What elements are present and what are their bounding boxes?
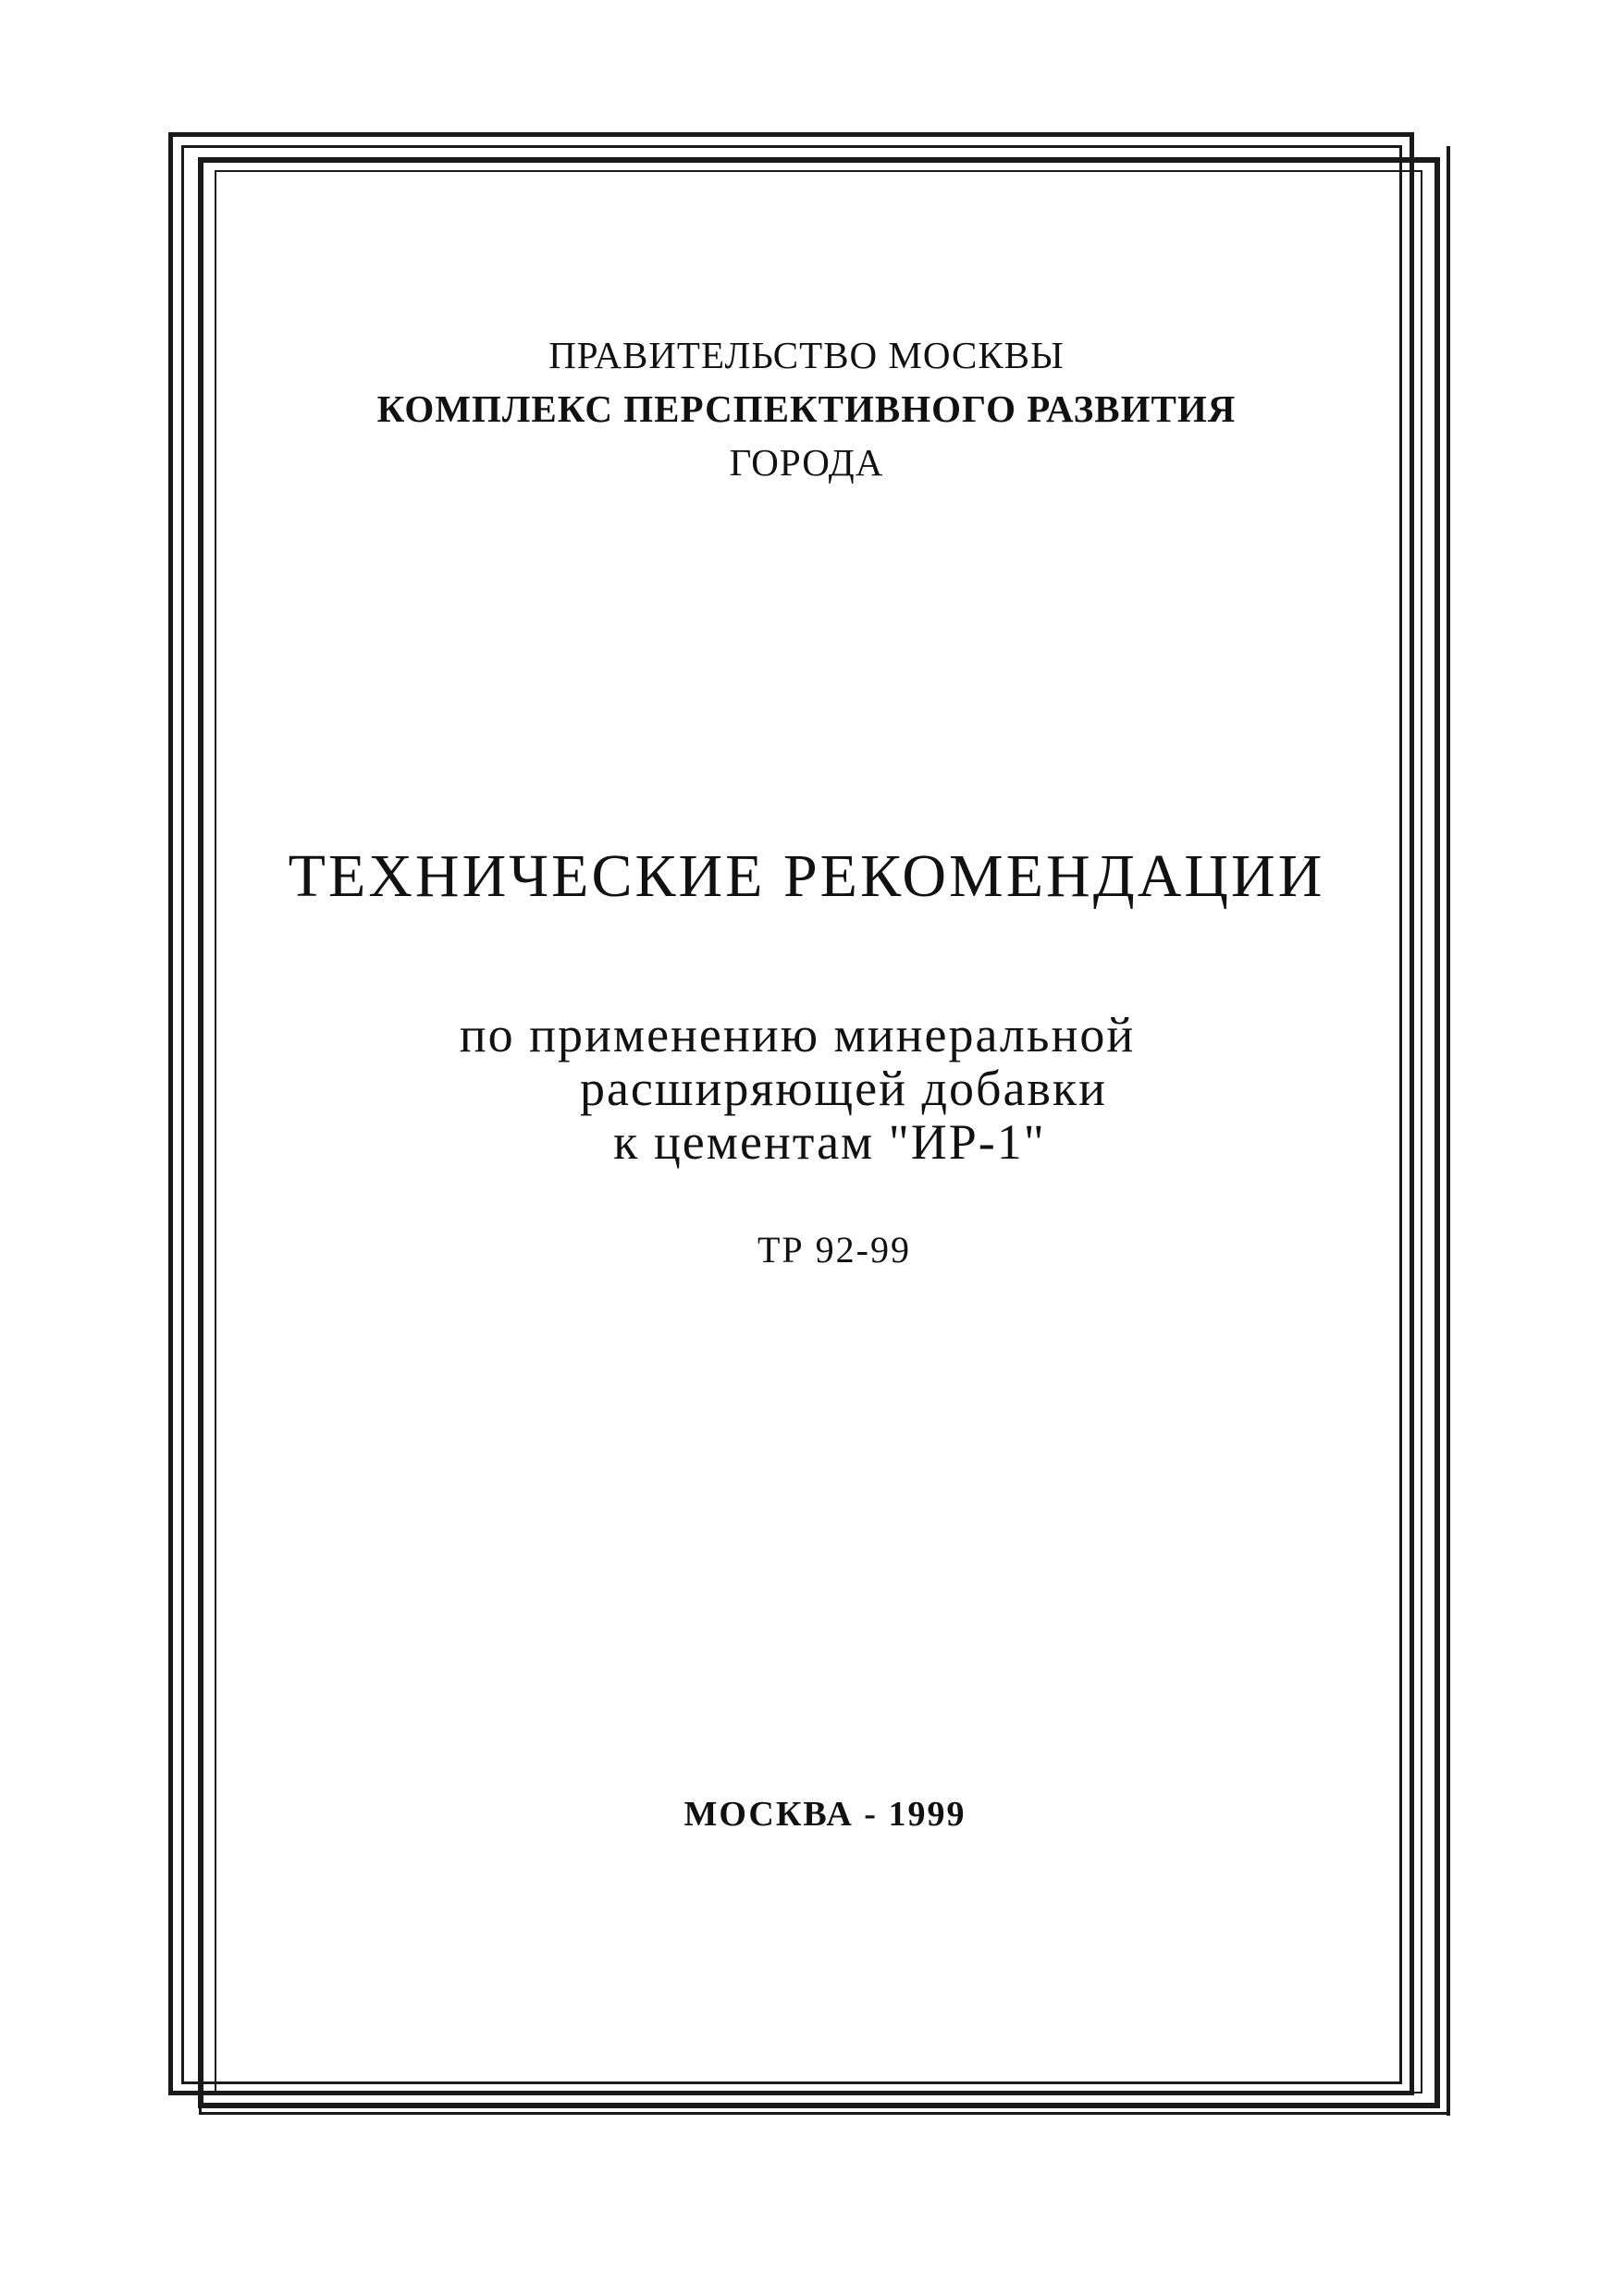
document-code: ТР 92-99 [757,1229,911,1271]
subtitle-line-2: расширяющей добавки [579,1061,1108,1116]
subtitle-line-1: по применению минеральной [459,1007,1136,1062]
organization-header [0,328,1613,489]
document-subtitle [0,1008,1613,1169]
organization-line-1: ПРАВИТЕЛЬСТВО МОСКВЫ [548,334,1065,376]
imprint-city-year: МОСКВА - 1999 [683,1795,967,1834]
organization-line-2: КОМПЛЕКС ПЕРСПЕКТИВНОГО РАЗВИТИЯ [376,387,1237,430]
document-title: ТЕХНИЧЕСКИЕ РЕКОМЕНДАЦИИ [288,842,1325,910]
organization-line-3: ГОРОДА [729,441,884,484]
subtitle-line-3: к цементам "ИР-1" [613,1114,1046,1170]
frame-bottom-edge [199,2085,1449,2115]
